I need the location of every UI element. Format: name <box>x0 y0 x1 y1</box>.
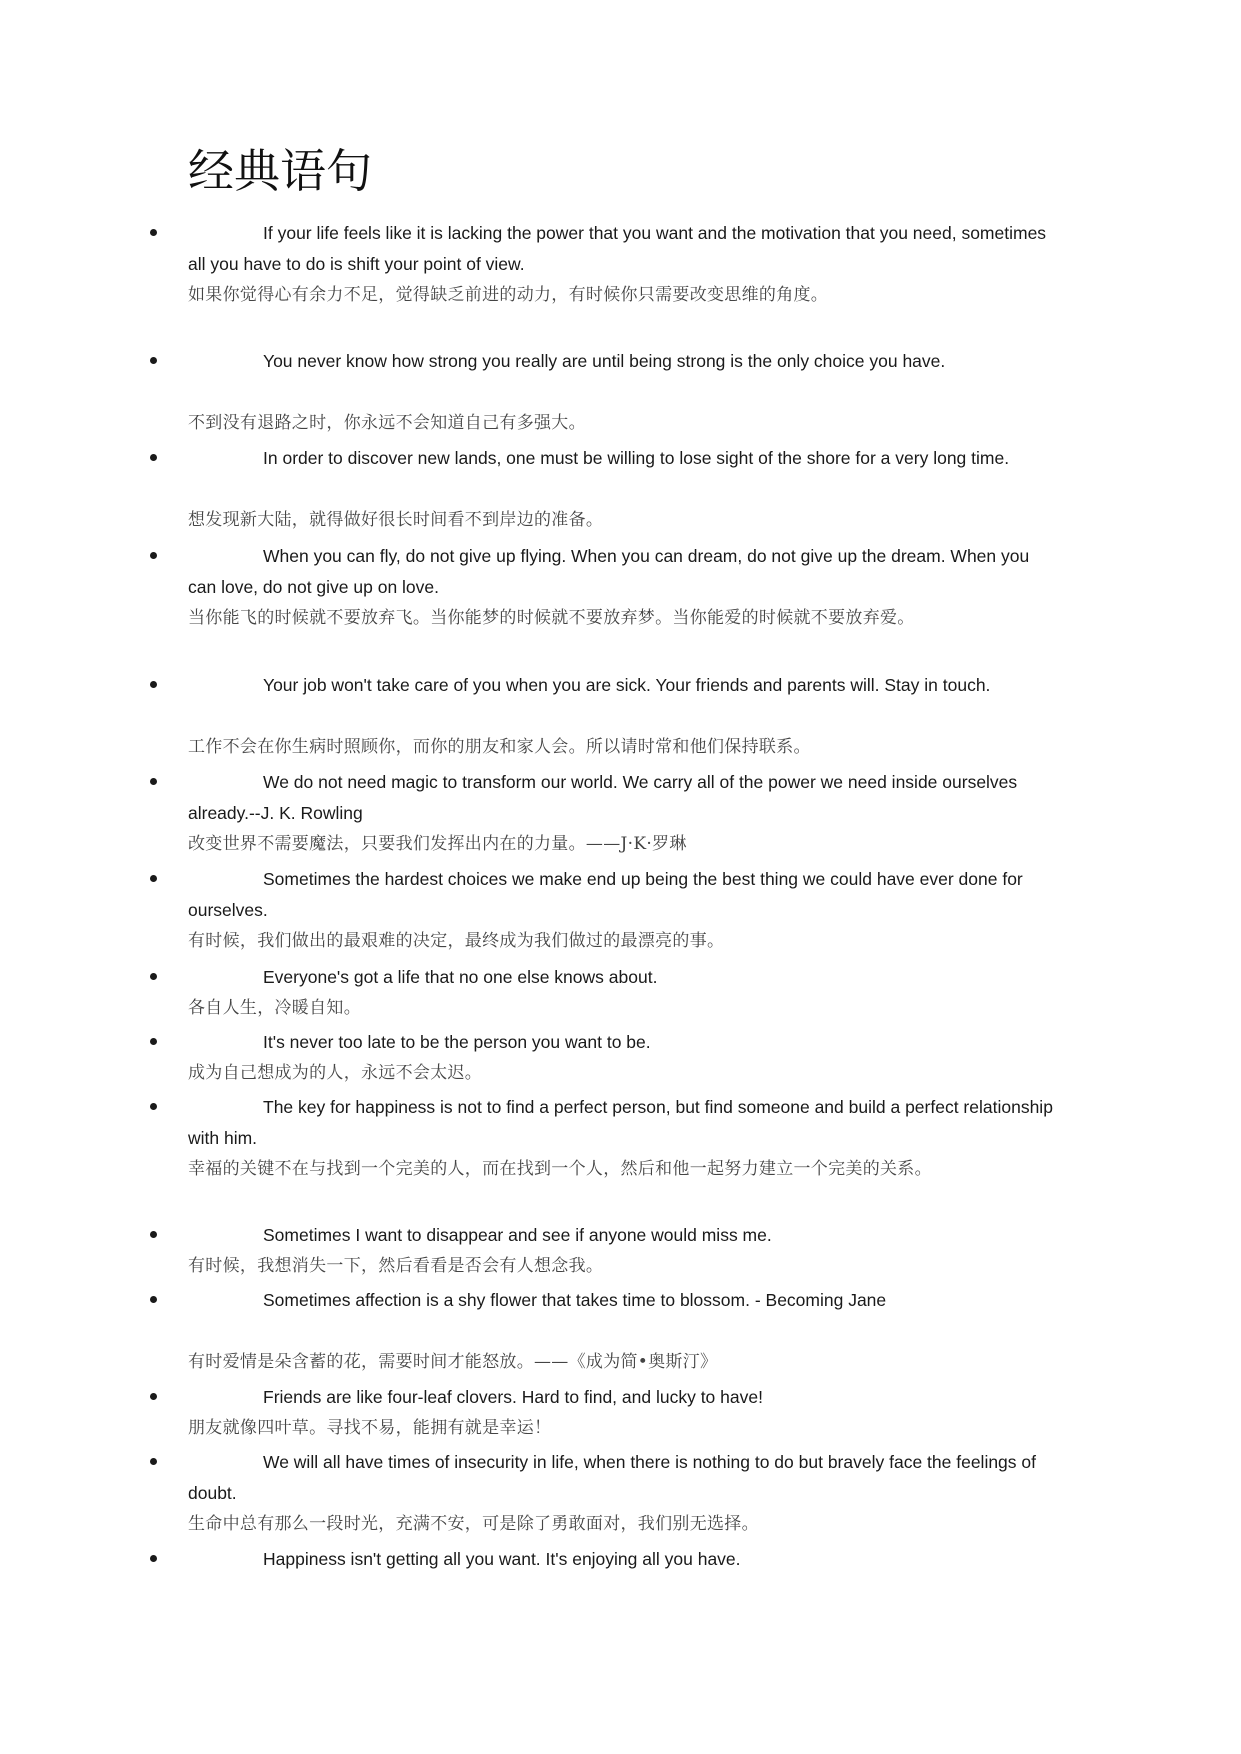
bullet-icon <box>150 875 157 882</box>
quote-chinese: 工作不会在你生病时照顾你，而你的朋友和家人会。所以请时常和他们保持联系。 <box>188 737 811 757</box>
quote-english: Sometimes affection is a shy flower that takes time to blossom. - Becoming Jane <box>263 1290 887 1310</box>
list-item <box>188 962 1058 1024</box>
quote-chinese: 有时爱情是朵含蓄的花，需要时间才能怒放。——《成为简•奥斯汀》 <box>188 1352 718 1372</box>
quote-english: Sometimes the hardest choices we make end up being the best thing we could have ever done for ourselves. <box>188 869 1023 920</box>
bullet-icon <box>150 973 157 980</box>
bullet-icon <box>150 1458 157 1465</box>
quote-chinese: 朋友就像四叶草。寻找不易，能拥有就是幸运！ <box>188 1418 552 1438</box>
list-item <box>188 218 1058 311</box>
list-item <box>188 1027 1058 1089</box>
bullet-icon <box>150 357 157 364</box>
quote-chinese: 幸福的关键不在与找到一个完美的人，而在找到一个人，然后和他一起努力建立一个完美的关系。 <box>188 1159 932 1179</box>
list-item <box>188 346 1058 439</box>
bullet-icon <box>150 681 157 688</box>
quote-chinese: 改变世界不需要魔法，只要我们发挥出内在的力量。——J·K·罗琳 <box>188 834 687 854</box>
list-item <box>188 541 1058 634</box>
bullet-icon <box>150 1038 157 1045</box>
quote-english: The key for happiness is not to find a perfect person, but find someone and build a perfect relationship with him. <box>188 1097 1053 1148</box>
quote-english: We do not need magic to transform our world. We carry all of the power we need inside ourselves already.--J. K. Rowling <box>188 772 1018 823</box>
list-item <box>188 443 1058 536</box>
quote-chinese: 成为自己想成为的人，永远不会太迟。 <box>188 1063 483 1083</box>
quote-chinese: 不到没有退路之时，你永远不会知道自己有多强大。 <box>188 413 586 433</box>
list-item <box>188 1285 1058 1378</box>
bullet-icon <box>150 1393 157 1400</box>
bullet-icon <box>150 1296 157 1303</box>
list-item <box>188 1544 1058 1575</box>
quote-english: If your life feels like it is lacking the power that you want and the motivation that you need, sometimes all you have to do is shift your point of view. <box>188 223 1047 274</box>
quote-chinese: 当你能飞的时候就不要放弃飞。当你能梦的时候就不要放弃梦。当你能爱的时候就不要放弃爱。 <box>188 608 915 628</box>
list-item <box>188 1447 1058 1540</box>
quote-english: Everyone's got a life that no one else knows about. <box>263 967 658 987</box>
quote-english: Friends are like four-leaf clovers. Hard to find, and lucky to have! <box>263 1387 763 1407</box>
list-item <box>188 767 1058 860</box>
quote-english: You never know how strong you really are until being strong is the only choice you have. <box>263 351 946 371</box>
quote-chinese: 有时候，我们做出的最艰难的决定，最终成为我们做过的最漂亮的事。 <box>188 931 725 951</box>
list-item <box>188 1092 1058 1185</box>
bullet-icon <box>150 778 157 785</box>
bullet-icon <box>150 229 157 236</box>
quote-english: Sometimes I want to disappear and see if anyone would miss me. <box>263 1225 772 1245</box>
bullet-icon <box>150 552 157 559</box>
bullet-icon <box>150 1555 157 1562</box>
quote-chinese: 生命中总有那么一段时光，充满不安，可是除了勇敢面对，我们别无选择。 <box>188 1514 759 1534</box>
quote-chinese: 如果你觉得心有余力不足，觉得缺乏前进的动力，有时候你只需要改变思维的角度。 <box>188 285 829 305</box>
quote-chinese: 想发现新大陆，就得做好很长时间看不到岸边的准备。 <box>188 510 604 530</box>
list-item <box>188 1220 1058 1282</box>
quote-english: Happiness isn't getting all you want. It's enjoying all you have. <box>263 1549 741 1569</box>
bullet-icon <box>150 1103 157 1110</box>
list-item <box>188 864 1058 957</box>
bullet-icon <box>150 1231 157 1238</box>
quote-english: Your job won't take care of you when you are sick. Your friends and parents will. Stay in touch. <box>263 675 991 695</box>
quote-chinese: 有时候，我想消失一下，然后看看是否会有人想念我。 <box>188 1256 604 1276</box>
quote-english: In order to discover new lands, one must be willing to lose sight of the shore for a very long time. <box>263 448 1010 468</box>
page-title: 经典语句 <box>188 144 372 198</box>
bullet-icon <box>150 454 157 461</box>
quote-chinese: 各自人生，冷暖自知。 <box>188 998 361 1018</box>
list-item <box>188 1382 1058 1444</box>
list-item <box>188 670 1058 763</box>
quote-english: When you can fly, do not give up flying. When you can dream, do not give up the dream. When you can love, do not give up on love. <box>188 546 1030 597</box>
quote-english: It's never too late to be the person you want to be. <box>263 1032 651 1052</box>
quote-english: We will all have times of insecurity in life, when there is nothing to do but bravely face the feelings of doubt. <box>188 1452 1036 1503</box>
